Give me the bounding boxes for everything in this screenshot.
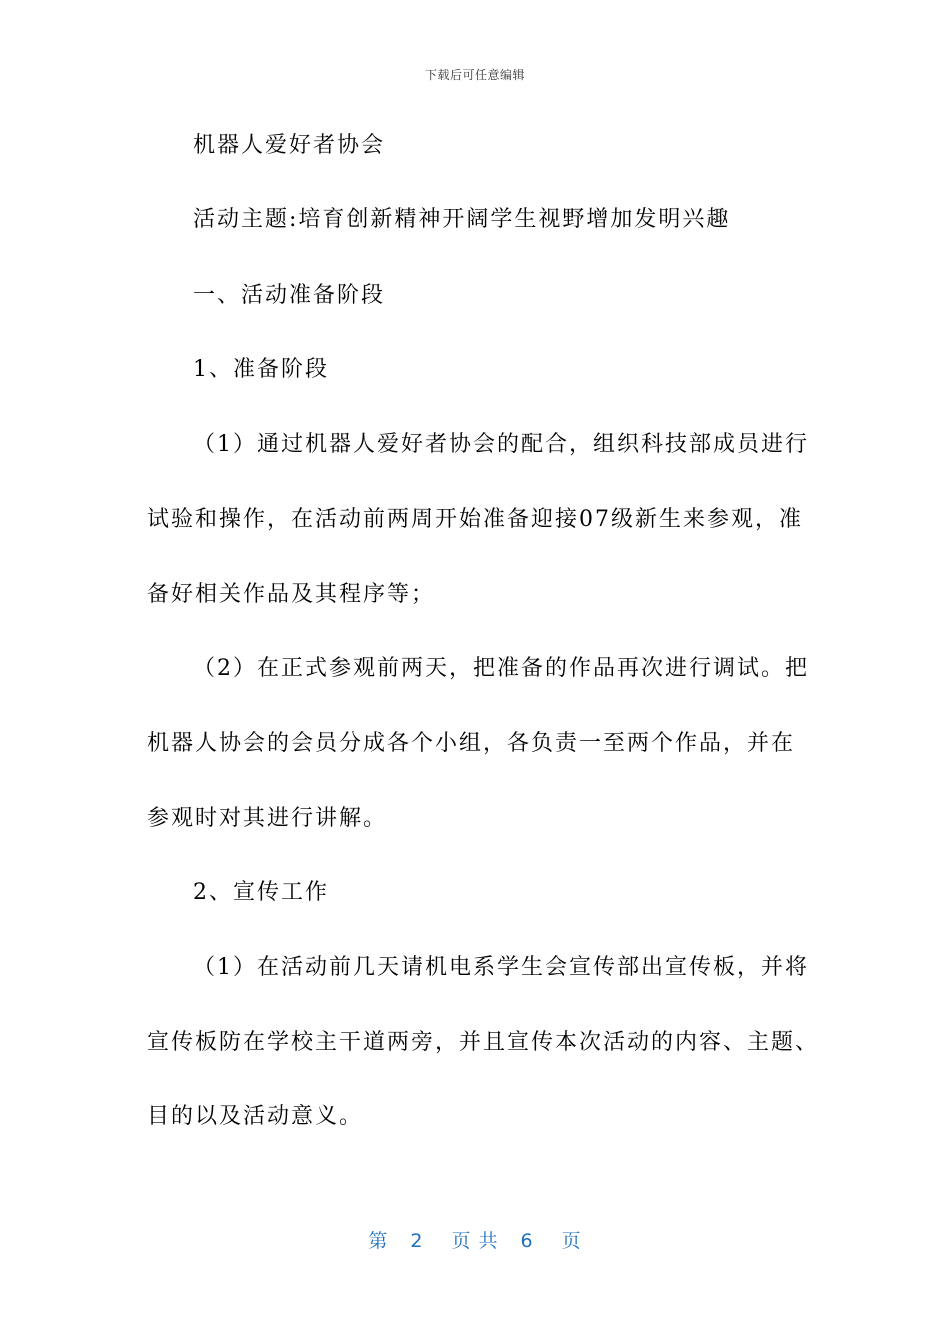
footer-current-page: 2	[410, 1230, 424, 1252]
paragraph-1-line-2: 试验和操作，在活动前两周开始准备迎接07级新生来参观，准	[147, 507, 803, 532]
paragraph-1-line-3: 备好相关作品及其程序等；	[147, 582, 436, 607]
footer-suffix: 页	[561, 1230, 582, 1252]
organization-name: 机器人爱好者协会	[193, 133, 386, 158]
page-footer	[0, 1226, 950, 1253]
paragraph-3-line-1: （1）在活动前几天请机电系学生会宣传部出宣传板，并将	[193, 955, 809, 980]
activity-theme: 活动主题:培育创新精神开阔学生视野增加发明兴趣	[193, 207, 731, 232]
paragraph-3-line-2: 宣传板防在学校主干道两旁，并且宣传本次活动的内容、主题、	[147, 1030, 820, 1055]
paragraph-2-line-2: 机器人协会的会员分成各个小组，各负责一至两个作品，并在	[147, 731, 796, 756]
paragraph-2-line-3: 参观时对其进行讲解。	[147, 806, 388, 831]
paragraph-2-line-1: （2）在正式参观前两天，把准备的作品再次进行调试。把	[193, 656, 809, 681]
subsection-heading-1: 1、准备阶段	[193, 357, 329, 382]
subsection-heading-2: 2、宣传工作	[193, 880, 329, 905]
paragraph-3-line-3: 目的以及活动意义。	[147, 1104, 364, 1129]
footer-total-pages: 6	[520, 1230, 534, 1252]
paragraph-1-line-1: （1）通过机器人爱好者协会的配合，组织科技部成员进行	[193, 432, 809, 457]
page-header-note: 下载后可任意编辑	[424, 68, 525, 82]
section-heading-1: 一、活动准备阶段	[193, 283, 386, 308]
footer-middle: 页 共	[451, 1230, 499, 1252]
footer-prefix: 第	[368, 1230, 389, 1252]
